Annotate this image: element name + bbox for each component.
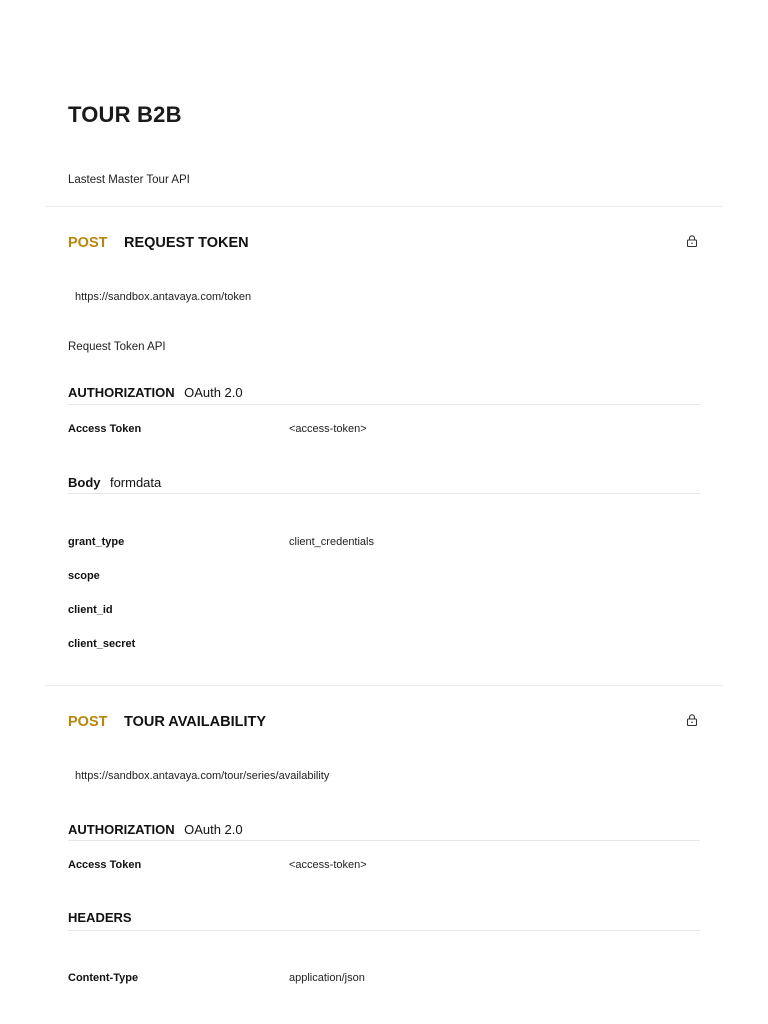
authorization-type: OAuth 2.0 bbox=[184, 822, 243, 837]
request-url[interactable]: https://sandbox.antavaya.com/tour/series/availability bbox=[75, 770, 330, 782]
headers-rule bbox=[68, 930, 700, 931]
param-value: application/json bbox=[289, 972, 365, 984]
param-value: client_credentials bbox=[289, 536, 374, 548]
param-key: client_secret bbox=[68, 638, 136, 650]
request-method: POST bbox=[68, 714, 108, 730]
authorization-rule bbox=[68, 840, 700, 841]
param-key: scope bbox=[68, 570, 100, 582]
request-name[interactable]: REQUEST TOKEN bbox=[124, 235, 249, 251]
param-key: Access Token bbox=[68, 423, 142, 435]
param-key: Access Token bbox=[68, 859, 142, 871]
section-divider bbox=[45, 206, 723, 207]
param-value: <access-token> bbox=[289, 859, 367, 871]
lock-icon bbox=[685, 234, 699, 248]
param-key: Content-Type bbox=[68, 972, 139, 984]
param-key: grant_type bbox=[68, 536, 125, 548]
headers-label: HEADERS bbox=[68, 910, 132, 925]
body-rule bbox=[68, 493, 700, 494]
authorization-type: OAuth 2.0 bbox=[184, 385, 243, 400]
param-value: <access-token> bbox=[289, 423, 367, 435]
authorization-rule bbox=[68, 404, 700, 405]
param-key: client_id bbox=[68, 604, 113, 616]
request-method: POST bbox=[68, 235, 108, 251]
authorization-label: AUTHORIZATION bbox=[68, 822, 175, 837]
lock-icon bbox=[685, 713, 699, 727]
request-name[interactable]: TOUR AVAILABILITY bbox=[124, 714, 267, 730]
section-divider bbox=[45, 685, 723, 686]
authorization-header bbox=[68, 384, 243, 402]
body-label: Body bbox=[68, 475, 101, 490]
body-header bbox=[68, 474, 161, 492]
authorization-header bbox=[68, 821, 243, 839]
page-subtitle: Lastest Master Tour API bbox=[68, 174, 190, 186]
authorization-label: AUTHORIZATION bbox=[68, 385, 175, 400]
page-title: TOUR B2B bbox=[68, 102, 182, 127]
body-mode: formdata bbox=[109, 475, 162, 490]
request-description: Request Token API bbox=[68, 341, 166, 353]
request-url[interactable]: https://sandbox.antavaya.com/token bbox=[75, 291, 252, 303]
